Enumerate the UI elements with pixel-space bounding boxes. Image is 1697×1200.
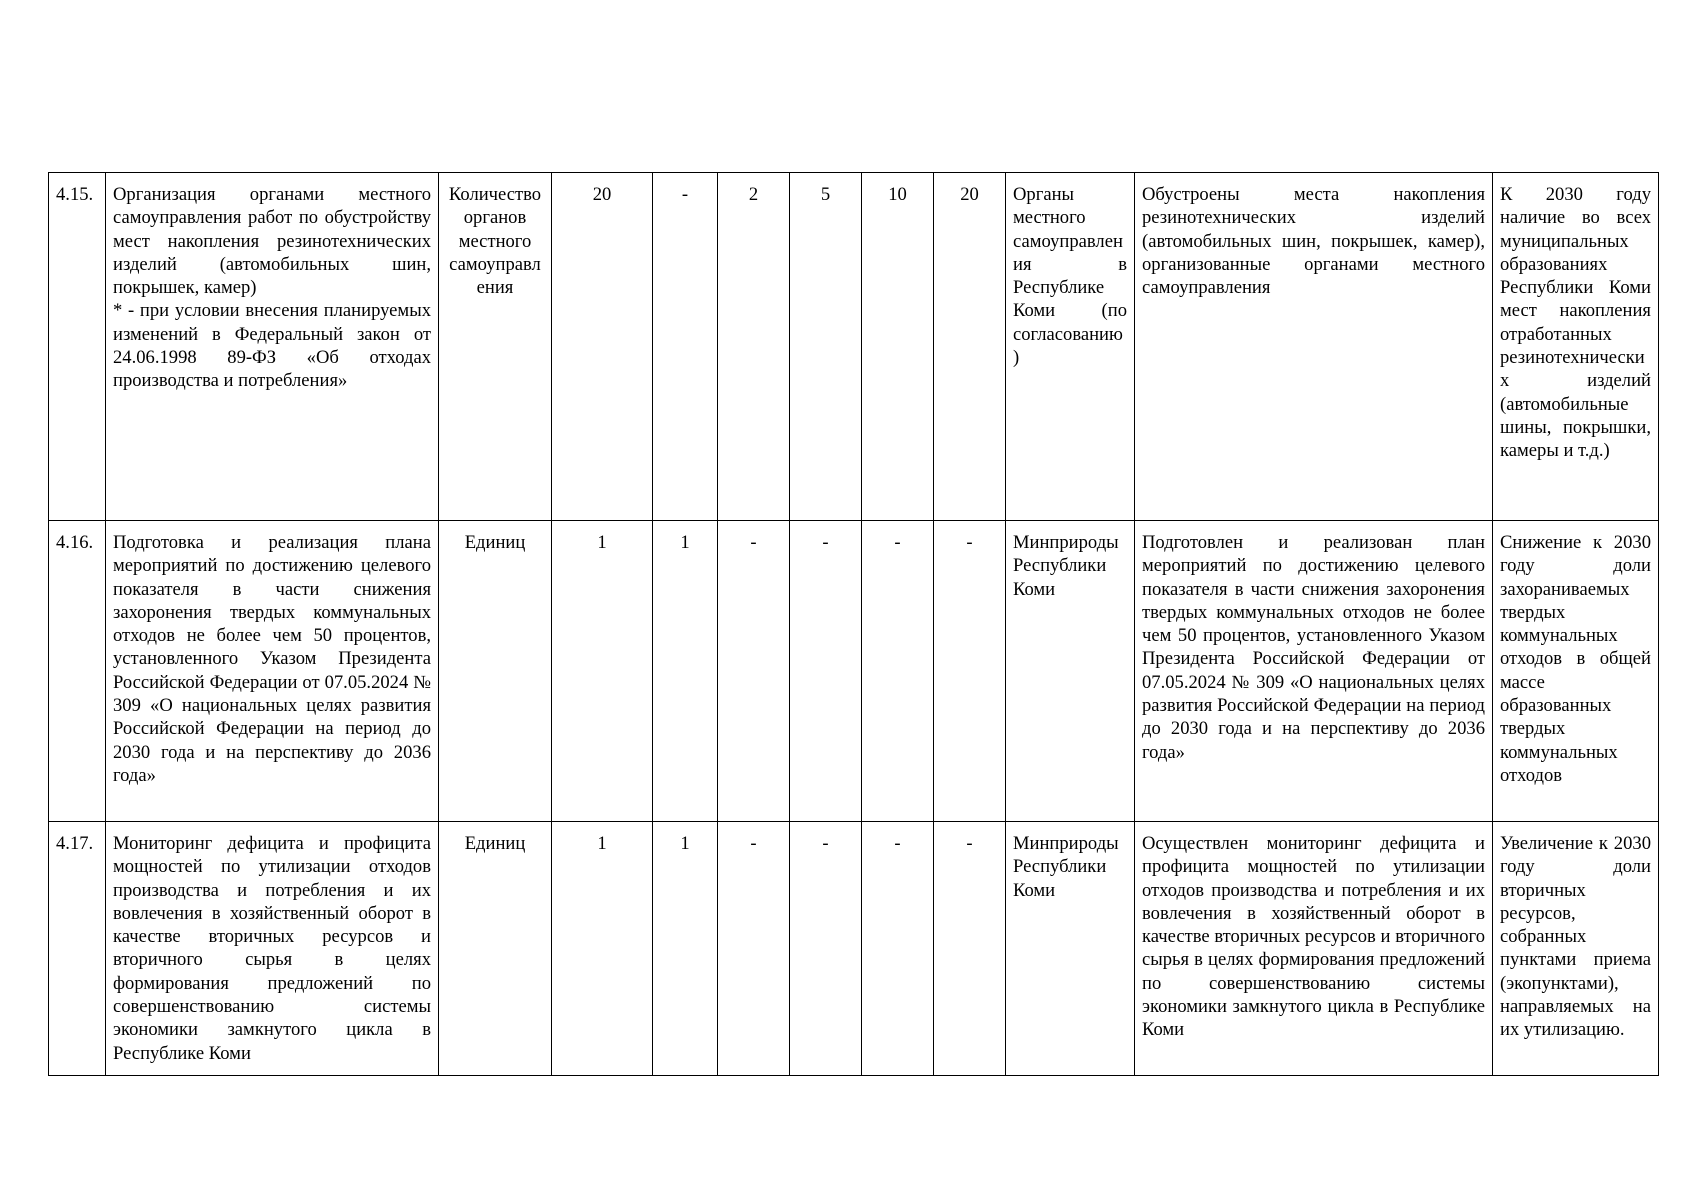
value-cell: - (718, 822, 790, 1076)
unit-cell: Количество органов местного самоуправления (439, 173, 552, 521)
event-text: Организация органами местного самоуправления работ по обустройству мест накопления резинотехнических изделий (автомобильных шин, покрышек, камер) (113, 184, 431, 299)
table-row (49, 521, 1659, 822)
value-cell: - (862, 822, 934, 1076)
responsible-cell: Органы местного самоуправления в Республике Коми (по согласованию) (1006, 173, 1135, 521)
event-footnote: * - при условии внесения планируемых изменений в Федеральный закон от 24.06.1998 89-ФЗ «Об отходах производства и потребления» (113, 300, 431, 392)
effect-cell: Снижение к 2030 году доли захораниваемых твердых коммунальных отходов в общей массе образованных твердых коммунальных отходов (1493, 521, 1659, 822)
value-cell: - (790, 822, 862, 1076)
value-cell: 20 (552, 173, 653, 521)
result-cell: Подготовлен и реализован план мероприятий по достижению целевого показателя в части снижения захоронения твердых коммунальных отходов не более чем 50 процентов, установленного Указом Президента Российской Федерации от 07.05.2024 № 309 «О национальных целях развития Российской Федерации на период до 2030 года и на перспективу до 2036 года» (1135, 521, 1493, 822)
value-cell: 10 (862, 173, 934, 521)
row-number: 4.17. (49, 822, 106, 1076)
value-cell: - (862, 521, 934, 822)
table-row (49, 173, 1659, 521)
value-cell: 1 (653, 521, 718, 822)
measures-table (48, 172, 1659, 1076)
value-cell: 2 (718, 173, 790, 521)
value-cell: 1 (653, 822, 718, 1076)
result-cell: Обустроены места накопления резинотехнических изделий (автомобильных шин, покрышек, камер), организованные органами местного самоуправления (1135, 173, 1493, 521)
event-cell (106, 173, 439, 521)
value-cell: - (790, 521, 862, 822)
value-cell: 5 (790, 173, 862, 521)
responsible-cell: Минприроды Республики Коми (1006, 521, 1135, 822)
responsible-cell: Минприроды Республики Коми (1006, 822, 1135, 1076)
unit-cell: Единиц (439, 521, 552, 822)
value-cell: - (934, 822, 1006, 1076)
effect-cell: Увеличение к 2030 году доли вторичных ресурсов, собранных пунктами приема (экопунктами), направляемых на их утилизацию. (1493, 822, 1659, 1076)
result-cell: Осуществлен мониторинг дефицита и профицита мощностей по утилизации отходов производства и потребления и их вовлечения в хозяйственный оборот в качестве вторичных ресурсов и вторичного сырья в целях формирования предложений по совершенствованию системы экономики замкнутого цикла в Республике Коми (1135, 822, 1493, 1076)
event-cell: Мониторинг дефицита и профицита мощностей по утилизации отходов производства и потребления и их вовлечения в хозяйственный оборот в качестве вторичных ресурсов и вторичного сырья в целях формирования предложений по совершенствованию системы экономики замкнутого цикла в Республике Коми (106, 822, 439, 1076)
unit-cell: Единиц (439, 822, 552, 1076)
effect-cell: К 2030 году наличие во всех муниципальных образованиях Республики Коми мест накопления отработанных резинотехнических изделий (автомобильные шины, покрышки, камеры и т.д.) (1493, 173, 1659, 521)
value-cell: 1 (552, 822, 653, 1076)
value-cell: - (718, 521, 790, 822)
value-cell: 20 (934, 173, 1006, 521)
value-cell: - (653, 173, 718, 521)
table-row (49, 822, 1659, 1076)
event-cell: Подготовка и реализация плана мероприятий по достижению целевого показателя в части снижения захоронения твердых коммунальных отходов не более чем 50 процентов, установленного Указом Президента Российской Федерации от 07.05.2024 № 309 «О национальных целях развития Российской Федерации на период до 2030 года и на перспективу до 2036 года» (106, 521, 439, 822)
row-number: 4.16. (49, 521, 106, 822)
row-number: 4.15. (49, 173, 106, 521)
value-cell: - (934, 521, 1006, 822)
value-cell: 1 (552, 521, 653, 822)
